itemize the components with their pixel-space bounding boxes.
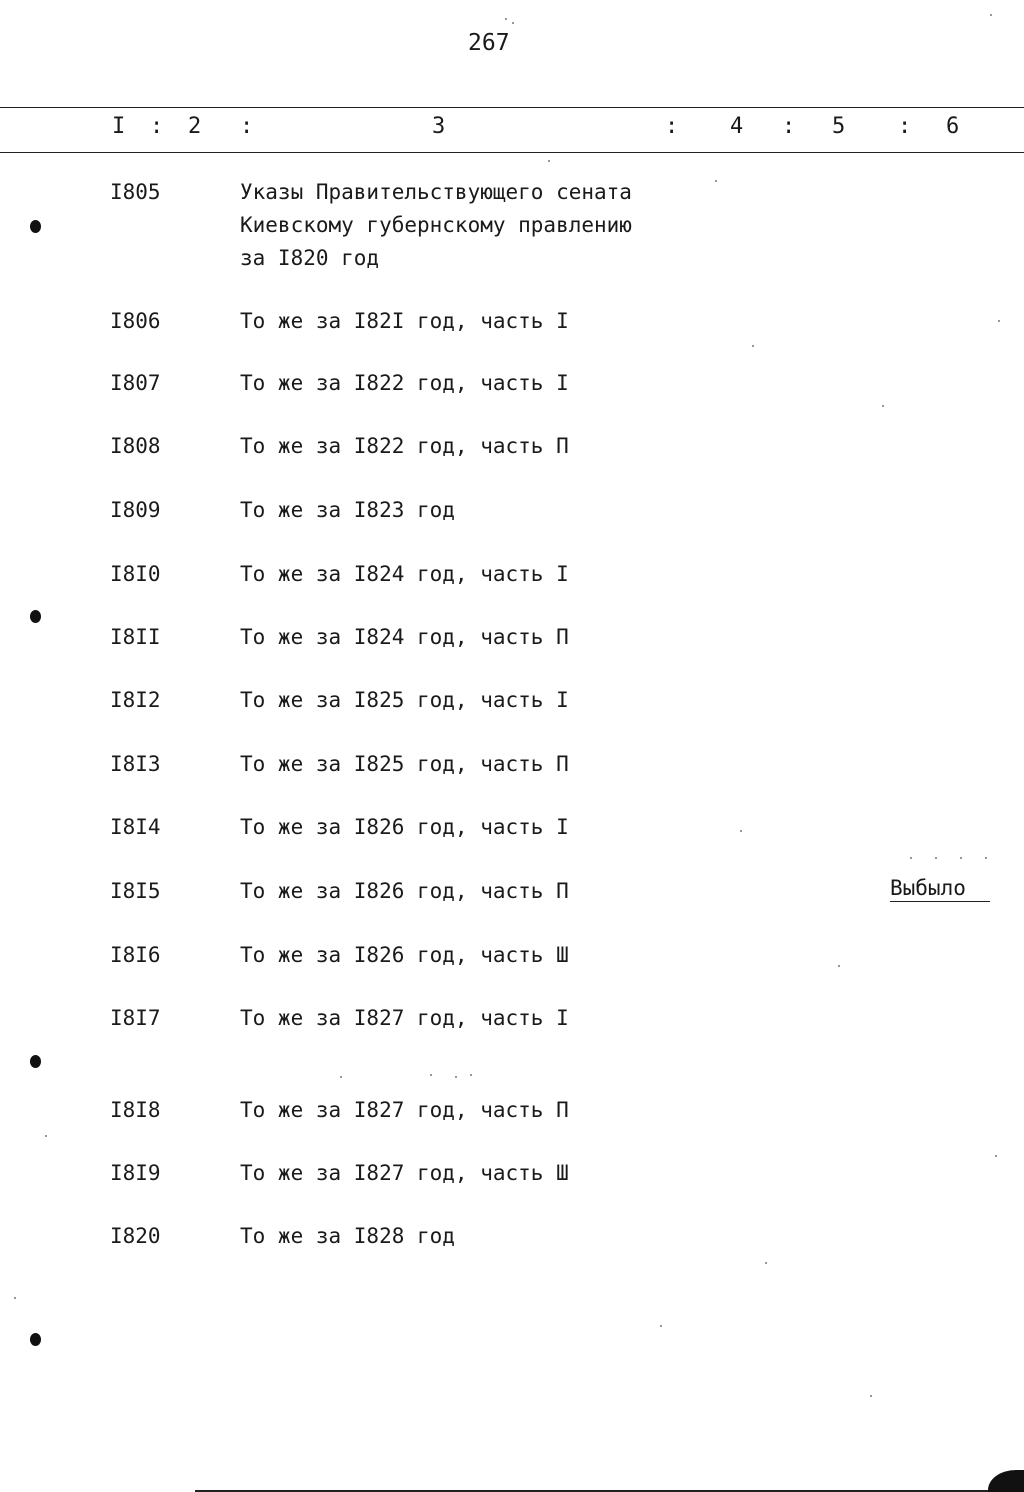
item-number: I8I7 [110, 1006, 161, 1030]
item-number: I8I8 [110, 1098, 161, 1122]
item-description: То же за I826 год, часть Ш [240, 943, 569, 967]
item-description: То же за I82I год, часть I [240, 309, 569, 333]
item-number: I8I0 [110, 562, 161, 586]
item-number: I806 [110, 309, 161, 333]
item-description: То же за I826 год, часть I [240, 815, 569, 839]
item-description: То же за I827 год, часть П [240, 1098, 569, 1122]
punch-hole [30, 1333, 41, 1346]
item-description: То же за I828 год [240, 1224, 455, 1248]
column-separator: : [782, 114, 796, 139]
item-description: То же за I827 год, часть Ш [240, 1161, 569, 1185]
item-description: То же за I822 год, часть I [240, 371, 569, 395]
status-note: Выбыло [890, 875, 990, 902]
item-description: Указы Правительствующего сената Киевскому губернскому правлению за I820 год [240, 180, 632, 270]
page-number: 267 [468, 30, 510, 56]
item-number: I808 [110, 434, 161, 458]
item-description: То же за I824 год, часть П [240, 625, 569, 649]
punch-hole [30, 220, 41, 233]
item-description: То же за I825 год, часть I [240, 688, 569, 712]
corner-shadow [988, 1470, 1024, 1492]
item-number: I807 [110, 371, 161, 395]
column-separator: : [665, 114, 679, 139]
item-number: I8I6 [110, 943, 161, 967]
column-header-3: 3 [432, 114, 446, 139]
header-top-rule [0, 107, 1024, 108]
punch-hole [30, 1055, 41, 1068]
item-description: То же за I824 год, часть I [240, 562, 569, 586]
item-number: I8I2 [110, 688, 161, 712]
item-description: То же за I827 год, часть I [240, 1006, 569, 1030]
punch-hole [30, 610, 41, 623]
column-separator: : [240, 114, 254, 139]
item-number: I820 [110, 1224, 161, 1248]
item-description: То же за I822 год, часть П [240, 434, 569, 458]
item-description: То же за I826 год, часть П [240, 879, 569, 903]
column-header-4: 4 [730, 114, 744, 139]
column-header-5: 5 [832, 114, 846, 139]
item-number: I8I3 [110, 752, 161, 776]
item-description: То же за I825 год, часть П [240, 752, 569, 776]
item-number: I809 [110, 498, 161, 522]
column-header-2: 2 [188, 114, 202, 139]
column-header-6: 6 [946, 114, 960, 139]
column-separator: : [898, 114, 912, 139]
item-number: I8II [110, 625, 161, 649]
column-separator: : [150, 114, 164, 139]
item-number: I8I5 [110, 879, 161, 903]
item-number: I8I4 [110, 815, 161, 839]
item-number: I805 [110, 180, 161, 204]
item-number: I8I9 [110, 1161, 161, 1185]
column-header-1: I [112, 114, 126, 139]
header-bottom-rule [0, 152, 1024, 153]
item-description: То же за I823 год [240, 498, 455, 522]
